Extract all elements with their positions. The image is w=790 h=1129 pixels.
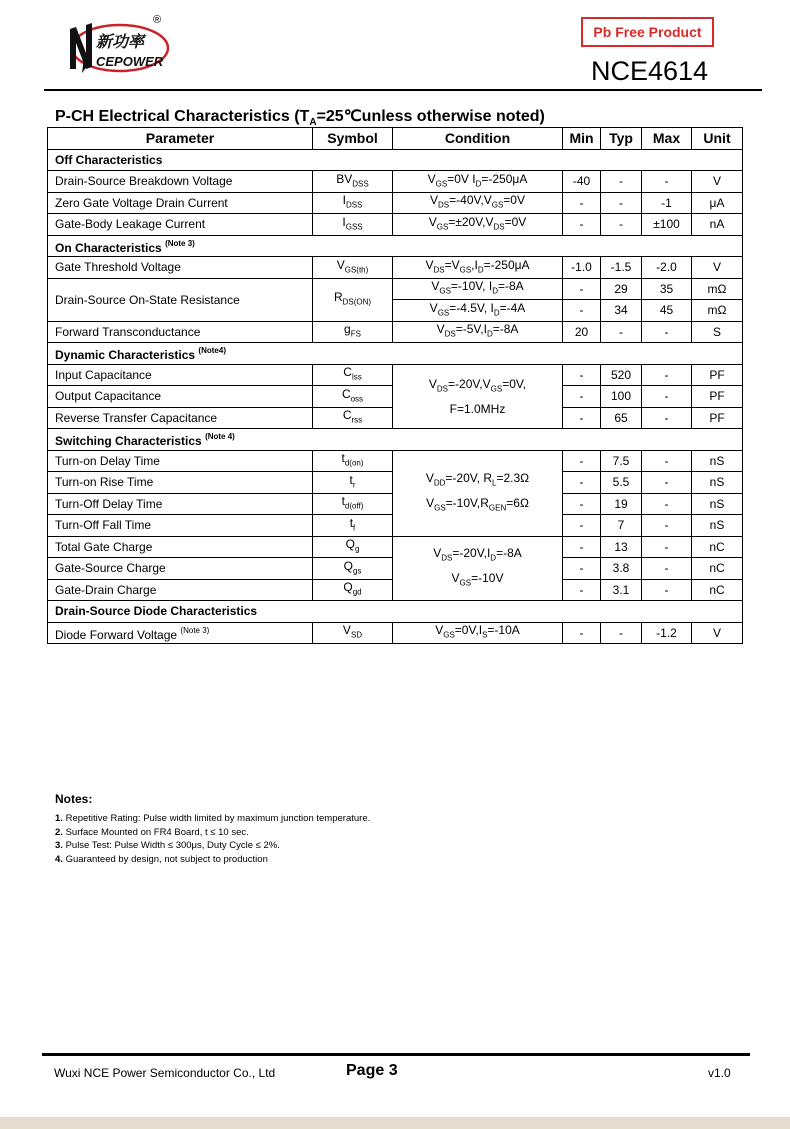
param-cell: Gate-Drain Charge: [48, 579, 313, 601]
max-cell: -1.2: [642, 622, 692, 644]
unit-cell: S: [692, 321, 743, 343]
category-row: [48, 429, 743, 451]
col-header-unit: Unit: [692, 128, 743, 150]
footer-divider: [42, 1053, 750, 1056]
param-cell: Zero Gate Voltage Drain Current: [48, 192, 313, 214]
table-header-row: [48, 128, 743, 150]
symbol-cell: $Q_g$: [313, 536, 393, 558]
notes-section: [55, 792, 370, 866]
condition-cell: $V_{DS}=-20V,I_D=-8A$ $V_{GS}=-10V$: [393, 536, 563, 601]
note-item: 3. Pulse Test: Pulse Width ≤ 300μs, Duty Cycle ≤ 2%.: [55, 840, 280, 851]
param-cell: Total Gate Charge: [48, 536, 313, 558]
footer-company: Wuxi NCE Power Semiconductor Co., Ltd: [54, 1066, 276, 1080]
unit-cell: PF: [692, 407, 743, 429]
table-row: [48, 278, 743, 300]
table-row: [48, 257, 743, 279]
category-row: [48, 601, 743, 623]
symbol-cell: $g_{FS}$: [313, 321, 393, 343]
typ-cell: 19: [601, 493, 642, 515]
condition-cell: $V_{GS}=0V,I_S=-10A$: [393, 622, 563, 644]
typ-cell: 3.1: [601, 579, 642, 601]
param-cell: Gate-Source Charge: [48, 558, 313, 580]
symbol-cell: $Q_{gs}$: [313, 558, 393, 580]
typ-cell: -1.5: [601, 257, 642, 279]
category-switching: Switching Characteristics $^{(Note 4)}$: [48, 429, 743, 451]
param-cell: Diode Forward Voltage $^{(Note 3)}$: [48, 622, 313, 644]
condition-cell: $V_{DS}=-5V,I_D=-8A$: [393, 321, 563, 343]
note-item: 2. Surface Mounted on FR4 Board, t ≤ 10 sec.: [55, 826, 249, 838]
min-cell: -: [563, 386, 601, 408]
param-cell: Gate-Body Leakage Current: [48, 214, 313, 236]
condition-cell: $V_{GS}=-10V$, $I_D=-8A$: [393, 278, 563, 300]
symbol-cell: $t_{d(off)}$: [313, 493, 393, 515]
category-on: On Characteristics $^{(Note 3)}$: [48, 235, 743, 257]
unit-cell: nA: [692, 214, 743, 236]
max-cell: -: [642, 558, 692, 580]
symbol-cell: $t_f$: [313, 515, 393, 537]
max-cell: -: [642, 472, 692, 494]
min-cell: -: [563, 622, 601, 644]
table-row: [48, 450, 743, 472]
symbol-cell: $C_{rss}$: [313, 407, 393, 429]
condition-cell: $V_{GS}=-4.5V$, $I_D=-4A$: [393, 300, 563, 322]
min-cell: -: [563, 472, 601, 494]
param-cell: Drain-Source On-State Resistance: [48, 278, 313, 321]
max-cell: -: [642, 407, 692, 429]
typ-cell: 3.8: [601, 558, 642, 580]
unit-cell: nC: [692, 536, 743, 558]
col-header-typ: Typ: [601, 128, 642, 150]
param-cell: Input Capacitance: [48, 364, 313, 386]
table-row: [48, 214, 743, 236]
param-cell: Gate Threshold Voltage: [48, 257, 313, 279]
category-dynamic: Dynamic Characteristics $^{(Note4)}$: [48, 343, 743, 365]
max-cell: -2.0: [642, 257, 692, 279]
symbol-cell: $Q_{gd}$: [313, 579, 393, 601]
unit-cell: nS: [692, 515, 743, 537]
table-row: [48, 192, 743, 214]
min-cell: -: [563, 214, 601, 236]
param-cell: Turn-on Delay Time: [48, 450, 313, 472]
param-cell: Turn-on Rise Time: [48, 472, 313, 494]
typ-cell: -: [601, 214, 642, 236]
min-cell: 20: [563, 321, 601, 343]
max-cell: -: [642, 171, 692, 193]
max-cell: -: [642, 364, 692, 386]
category-diode: Drain-Source Diode Characteristics: [48, 601, 743, 623]
category-row: [48, 235, 743, 257]
typ-cell: 7.5: [601, 450, 642, 472]
param-cell: Turn-Off Delay Time: [48, 493, 313, 515]
typ-cell: 520: [601, 364, 642, 386]
typ-cell: 7: [601, 515, 642, 537]
max-cell: -: [642, 579, 692, 601]
version: v1.0: [708, 1066, 731, 1080]
typ-cell: 34: [601, 300, 642, 322]
max-cell: -: [642, 321, 692, 343]
max-cell: ±100: [642, 214, 692, 236]
typ-cell: 65: [601, 407, 642, 429]
section-title: [55, 106, 545, 128]
min-cell: -1.0: [563, 257, 601, 279]
page-edge-strip: [0, 1117, 790, 1129]
max-cell: -: [642, 493, 692, 515]
table-row: [48, 536, 743, 558]
min-cell: -: [563, 278, 601, 300]
condition-cell: $V_{DS}=-40V,V_{GS}=0V$: [393, 192, 563, 214]
table-row: [48, 622, 743, 644]
symbol-cell: $I_{GSS}$: [313, 214, 393, 236]
min-cell: -: [563, 300, 601, 322]
min-cell: -: [563, 493, 601, 515]
max-cell: -: [642, 386, 692, 408]
unit-cell: mΩ: [692, 278, 743, 300]
condition-cell: $V_{GS}=\pm 20V,V_{DS}=0V$: [393, 214, 563, 236]
param-cell: Drain-Source Breakdown Voltage: [48, 171, 313, 193]
typ-cell: 5.5: [601, 472, 642, 494]
title-pre: P-CH Electrical Characteristics (T: [55, 108, 310, 125]
typ-cell: -: [601, 321, 642, 343]
table-row: [48, 321, 743, 343]
unit-cell: PF: [692, 386, 743, 408]
note-item: 4. Guaranteed by design, not subject to production: [55, 853, 268, 865]
col-header-symbol: Symbol: [313, 128, 393, 150]
symbol-cell: $V_{SD}$: [313, 622, 393, 644]
col-header-max: Max: [642, 128, 692, 150]
min-cell: -: [563, 407, 601, 429]
max-cell: -: [642, 450, 692, 472]
param-cell: Output Capacitance: [48, 386, 313, 408]
max-cell: -1: [642, 192, 692, 214]
symbol-cell: $BV_{DSS}$: [313, 171, 393, 193]
symbol-cell: $t_{d(on)}$: [313, 450, 393, 472]
typ-cell: -: [601, 192, 642, 214]
header-divider: [44, 89, 762, 91]
min-cell: -: [563, 558, 601, 580]
condition-cell: $V_{DD}=-20V$, $R_L=2.3\Omega$ $V_{GS}=-10V,R_{GEN}=6\Omega$: [393, 450, 563, 536]
electrical-characteristics-table: [47, 127, 743, 644]
unit-cell: nS: [692, 450, 743, 472]
page-number: Page 3: [346, 1062, 398, 1079]
category-row: [48, 343, 743, 365]
unit-cell: V: [692, 257, 743, 279]
unit-cell: μA: [692, 192, 743, 214]
min-cell: -40: [563, 171, 601, 193]
min-cell: -: [563, 515, 601, 537]
symbol-cell: $R_{DS(ON)}$: [313, 278, 393, 321]
unit-cell: PF: [692, 364, 743, 386]
param-cell: Forward Transconductance: [48, 321, 313, 343]
unit-cell: V: [692, 171, 743, 193]
unit-cell: nC: [692, 579, 743, 601]
col-header-parameter: Parameter: [48, 128, 313, 150]
max-cell: 45: [642, 300, 692, 322]
logo-en-text: CEPOWER: [96, 54, 164, 69]
condition-cell: $V_{GS}=0V$ $I_D=-250\mu A$: [393, 171, 563, 193]
symbol-cell: $C_{lss}$: [313, 364, 393, 386]
max-cell: 35: [642, 278, 692, 300]
category-row: [48, 149, 743, 171]
symbol-cell: $C_{oss}$: [313, 386, 393, 408]
unit-cell: nC: [692, 558, 743, 580]
min-cell: -: [563, 536, 601, 558]
max-cell: -: [642, 536, 692, 558]
logo-cn-text: 新功率: [96, 32, 145, 51]
title-post: =25℃unless otherwise noted): [316, 108, 545, 125]
min-cell: -: [563, 192, 601, 214]
min-cell: -: [563, 579, 601, 601]
col-header-condition: Condition: [393, 128, 563, 150]
title-sub: A: [309, 117, 317, 129]
typ-cell: -: [601, 622, 642, 644]
typ-cell: 100: [601, 386, 642, 408]
symbol-cell: $t_r$: [313, 472, 393, 494]
condition-cell: $V_{DS}=-20V,V_{GS}=0V$, F=1.0MHz: [393, 364, 563, 429]
symbol-cell: $I_{DSS}$: [313, 192, 393, 214]
symbol-cell: $V_{GS(th)}$: [313, 257, 393, 279]
table-row: [48, 171, 743, 193]
typ-cell: -: [601, 171, 642, 193]
condition-cell: $V_{DS}=V_{GS},I_D=-250\mu A$: [393, 257, 563, 279]
unit-cell: mΩ: [692, 300, 743, 322]
registered-mark: ®: [153, 14, 162, 26]
unit-cell: nS: [692, 472, 743, 494]
param-cell: Turn-Off Fall Time: [48, 515, 313, 537]
typ-cell: 13: [601, 536, 642, 558]
notes-title: Notes:: [55, 792, 93, 806]
note-item: 1. Repetitive Rating: Pulse width limited by maximum junction temperature.: [55, 813, 371, 824]
table-row: [48, 364, 743, 386]
category-off: Off Characteristics: [48, 149, 743, 171]
max-cell: -: [642, 515, 692, 537]
param-cell: Reverse Transfer Capacitance: [48, 407, 313, 429]
unit-cell: V: [692, 622, 743, 644]
min-cell: -: [563, 364, 601, 386]
pb-free-badge: Pb Free Product: [581, 17, 714, 47]
typ-cell: 29: [601, 278, 642, 300]
part-number: NCE4614: [591, 56, 709, 86]
unit-cell: nS: [692, 493, 743, 515]
min-cell: -: [563, 450, 601, 472]
col-header-min: Min: [563, 128, 601, 150]
